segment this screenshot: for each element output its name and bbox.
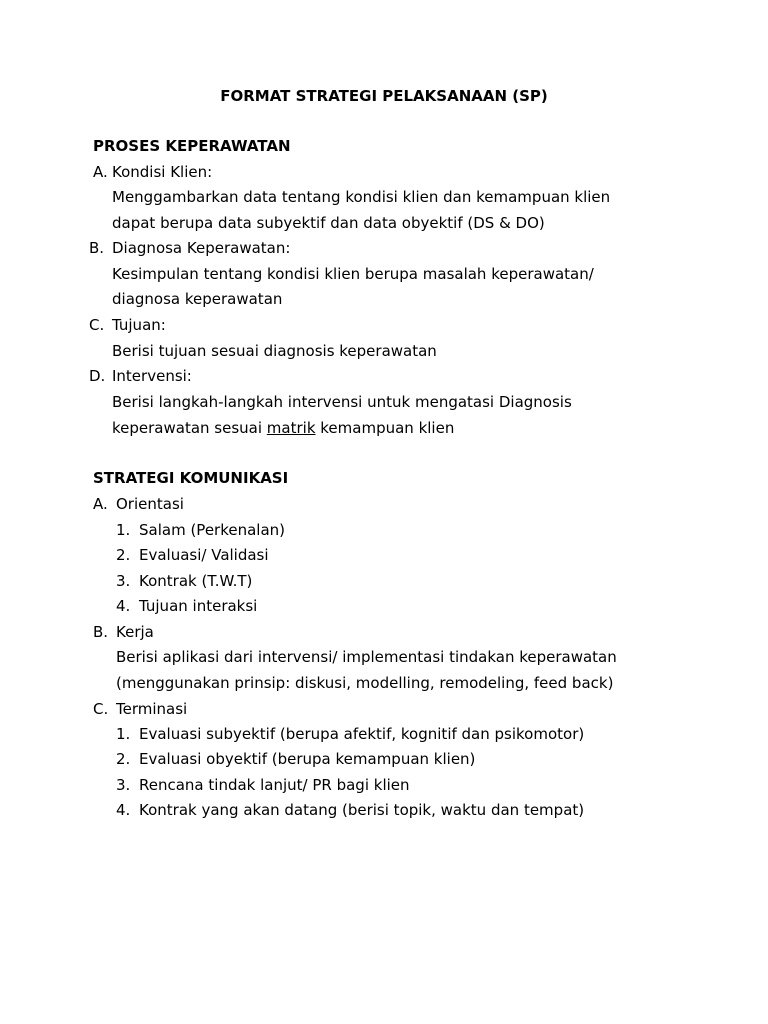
list-marker: A.: [93, 163, 108, 181]
sublist-item: Kontrak (T.W.T): [139, 572, 253, 590]
paragraph-line: diagnosa keperawatan: [112, 290, 283, 308]
sublist-item: Rencana tindak lanjut/ PR bagi klien: [139, 776, 410, 794]
paragraph-line: Kesimpulan tentang kondisi klien berupa masalah keperawatan/: [112, 265, 594, 283]
paragraph-line: [112, 418, 454, 438]
list-marker: C.: [89, 316, 105, 334]
item-label-orientasi: Orientasi: [116, 495, 184, 513]
paragraph-line: Menggambarkan data tentang kondisi klien dan kemampuan klien: [112, 188, 611, 206]
item-label-diagnosa: Diagnosa Keperawatan:: [112, 239, 291, 257]
sublist-number: 1.: [116, 725, 131, 743]
document-title: FORMAT STRATEGI PELAKSANAAN (SP): [220, 87, 548, 105]
sublist-item: Kontrak yang akan datang (berisi topik, waktu dan tempat): [139, 801, 585, 819]
sublist-number: 4.: [116, 801, 131, 819]
item-label-tujuan: Tujuan:: [112, 316, 166, 334]
sublist-number: 3.: [116, 776, 131, 794]
list-marker: D.: [89, 367, 106, 385]
sublist-number: 3.: [116, 572, 131, 590]
list-marker: A.: [93, 495, 108, 513]
list-marker: B.: [89, 239, 105, 257]
sublist-item: Evaluasi subyektif (berupa afektif, kognitif dan psikomotor): [139, 725, 585, 743]
paragraph-line: Berisi langkah-langkah intervensi untuk mengatasi Diagnosis: [112, 393, 572, 411]
list-marker: C.: [93, 700, 109, 718]
item-label-intervensi: Intervensi:: [112, 367, 192, 385]
paragraph-line: Berisi tujuan sesuai diagnosis keperawatan: [112, 342, 437, 360]
paragraph-line: (menggunakan prinsip: diskusi, modelling, remodeling, feed back): [116, 674, 614, 692]
sublist-number: 1.: [116, 521, 131, 539]
section-heading-proses: PROSES KEPERAWATAN: [93, 137, 291, 155]
item-label-kondisi-klien: Kondisi Klien:: [112, 163, 213, 181]
text-run: kemampuan klien: [315, 419, 455, 437]
section-heading-strategi: STRATEGI KOMUNIKASI: [93, 469, 289, 487]
sublist-item: Evaluasi obyektif (berupa kemampuan klien): [139, 750, 476, 768]
sublist-item: Evaluasi/ Validasi: [139, 546, 269, 564]
item-label-terminasi: Terminasi: [116, 700, 188, 718]
paragraph-line: Berisi aplikasi dari intervensi/ implementasi tindakan keperawatan: [116, 648, 617, 666]
text-run: keperawatan sesuai: [112, 419, 267, 437]
list-marker: B.: [93, 623, 109, 641]
sublist-item: Salam (Perkenalan): [139, 521, 286, 539]
sublist-item: Tujuan interaksi: [139, 597, 258, 615]
sublist-number: 4.: [116, 597, 131, 615]
sublist-number: 2.: [116, 750, 131, 768]
underlined-word: matrik: [266, 419, 316, 437]
sublist-number: 2.: [116, 546, 131, 564]
item-label-kerja: Kerja: [116, 623, 154, 641]
paragraph-line: dapat berupa data subyektif dan data obyektif (DS & DO): [112, 214, 545, 232]
